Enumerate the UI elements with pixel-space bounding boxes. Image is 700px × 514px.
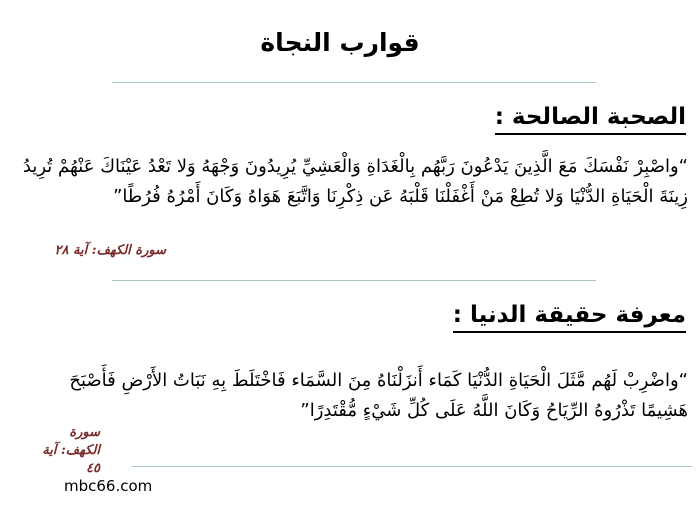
slide-title: قوارب النجاة — [260, 28, 420, 57]
section-2-reference: سورة الكهف: آية ٤٥ — [42, 425, 100, 476]
middle-divider — [112, 280, 596, 281]
section-1-heading: الصحبة الصالحة : — [495, 104, 686, 135]
website-label: mbc66.com — [64, 477, 153, 495]
section-2-heading: معرفة حقيقة الدنيا : — [453, 302, 686, 333]
section-1-verse: “واصْبِرْ نَفْسَكَ مَعَ الَّذِينَ يَدْعُونَ رَبَّهُم بِالْغَدَاةِ وَالْعَشِيِّ يُرِيدُونَ وَجْهَهُ وَلا تَعْدُ عَيْنَاكَ عَنْهُمْ تُرِيدُ زِينَةَ الْحَيَاةِ الدُّنْيَا وَلا تُطِعْ مَنْ أَغْفَلْنَا قَلْبَهُ عَن ذِكْرِنَا وَاتَّبَعَ هَوَاهُ وَكَانَ أَمْرُهُ فُرُطًا” — [22, 156, 688, 207]
section-1-reference: سورة الكهف: آية ٢٨ — [54, 243, 166, 258]
top-divider — [112, 82, 596, 83]
section-2-verse: “واضْرِبْ لَهُم مَّثَلَ الْحَيَاةِ الدُّنْيَا كَمَاء أَنزَلْنَاهُ مِنَ السَّمَاء فَاخْتَلَطَ بِهِ نَبَاتُ الأَرْضِ فَأَصْبَحَ هَشِيمًا تَذْرُوهُ الرِّيَاحُ وَكَانَ اللَّهُ عَلَى كُلِّ شَيْءٍ مُّقْتَدِرًا” — [69, 370, 688, 421]
bottom-divider — [132, 466, 692, 467]
